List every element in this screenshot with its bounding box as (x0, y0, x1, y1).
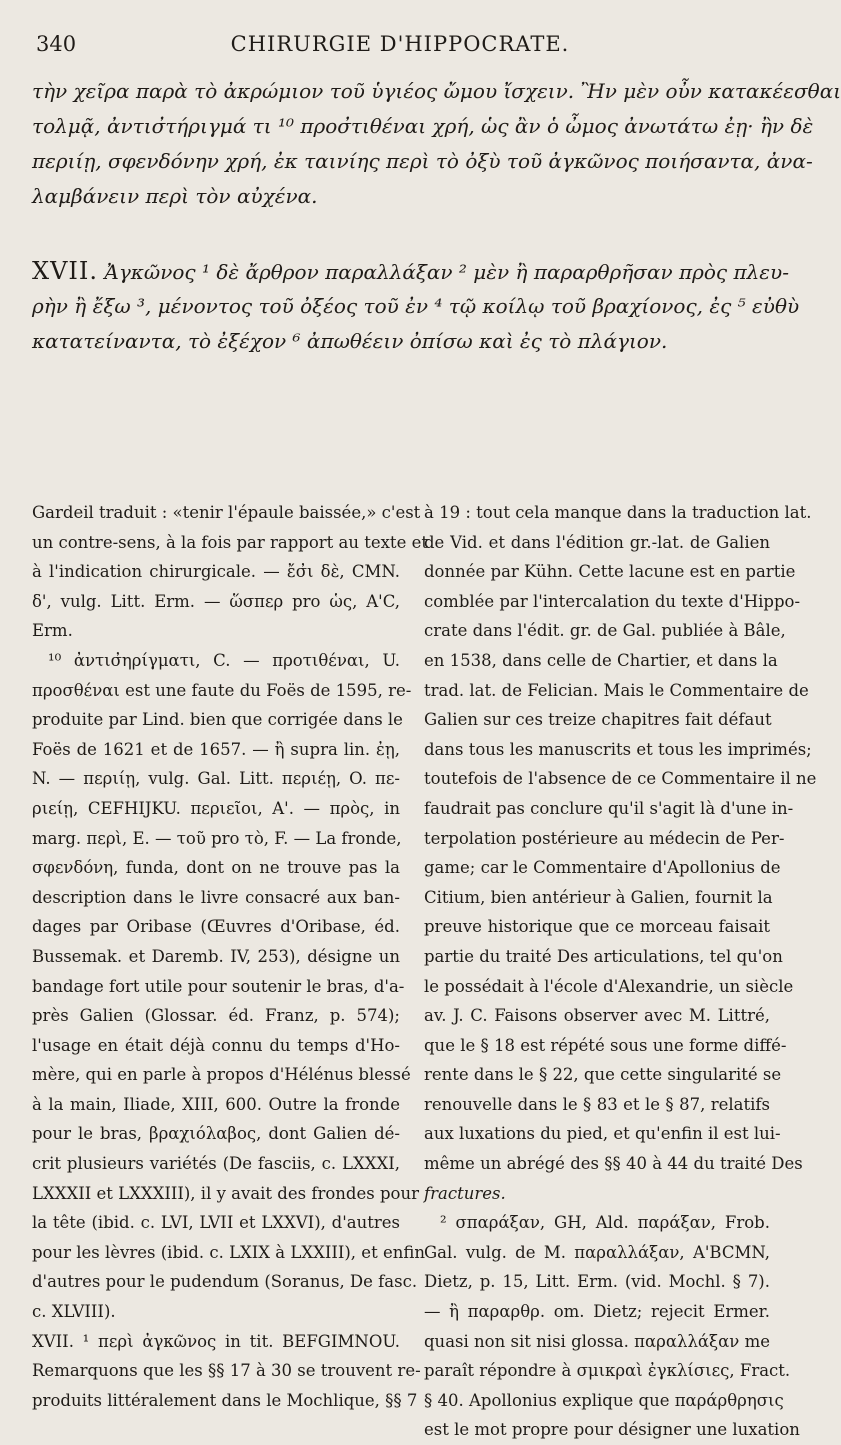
footnotes-right-column (424, 498, 817, 1445)
note-line: Dietz, p. 15, Litt. Erm. (vid. Mochl. § 7). (424, 1272, 770, 1292)
note-line: aux luxations du pied, et qu'enfin il est lui- (424, 1124, 781, 1144)
note-line: description dans le livre consacré aux ban- (32, 887, 400, 907)
greek-text-paragraph-1 (32, 74, 841, 214)
note-line: Bussemak. et Daremb. IV, 253), désigne un (32, 946, 400, 966)
note-line: Gardeil traduit : «tenir l'épaule baissée,» c'est (32, 503, 421, 522)
note-line: Foës de 1621 et de 1657. — ἢ supra lin. ἐῃ, (32, 739, 400, 759)
greek-line: κατατείναντα, τὸ ἐξέχον ⁶ ἀπωθέειν ὀπίσω καὶ ἐς τὸ πλάγιον. (32, 329, 668, 353)
note-line: Gal. vulg. de M. παραλλάξαν, A'BCMN, (424, 1242, 770, 1262)
note-line: produite par Lind. bien que corrigée dans le (32, 710, 403, 730)
note-line: mère, qui en parle à propos d'Hélénus blessé (32, 1065, 411, 1085)
note-line: pour les lèvres (ibid. c. LXIX à LXXIII), et enfin (32, 1242, 425, 1262)
note-line: faudrait pas conclure qu'il s'agit là d'une in- (424, 798, 794, 818)
note-line: δ', vulg. Litt. Erm. — ὥσπερ pro ὡς, A'C, (32, 591, 400, 611)
note-line: dans tous les manuscrits et tous les imprimés; (424, 739, 812, 759)
footnotes-left-column (32, 498, 428, 1415)
note-line: près Galien (Glossar. éd. Franz, p. 574); (32, 1006, 400, 1026)
note-line: Remarquons que les §§ 17 à 30 se trouvent re- (32, 1361, 421, 1381)
note-line: de Vid. et dans l'édition gr.-lat. de Galien (424, 532, 770, 552)
section-label: XVII. (32, 257, 99, 285)
note-line: l'usage en était déjà connu du temps d'Ho- (32, 1035, 400, 1055)
note-line: un contre-sens, à la fois par rapport au texte et (32, 532, 428, 552)
note-line: donnée par Kühn. Cette lacune est en partie (424, 562, 796, 582)
note-line: LXXXII et LXXXIII), il y avait des frondes pour (32, 1183, 419, 1203)
note-line: comblée par l'intercalation du texte d'Hippo- (424, 591, 801, 611)
greek-line: λαμβάνειν περὶ τὸν αὐχένα. (32, 184, 318, 208)
greek-text-paragraph-2 (32, 254, 800, 359)
note-line: Citium, bien antérieur à Galien, fournit la (424, 887, 773, 907)
note-line: N. — περιίῃ, vulg. Gal. Litt. περιέῃ, O. πε- (32, 769, 400, 789)
note-line: Galien sur ces treize chapitres fait défaut (424, 710, 772, 730)
note-line: même un abrégé des §§ 40 à 44 du traité Des (424, 1154, 803, 1174)
note-line: paraît répondre à σμικραὶ ἐγκλίσιες, Fract. (424, 1361, 791, 1381)
greek-line (32, 254, 789, 289)
note-line: renouvelle dans le § 83 et le § 87, relatifs (424, 1094, 770, 1114)
note-line: XVII. ¹ περὶ ἀγκῶνος in tit. BEFGIMNOU. (32, 1331, 400, 1351)
page-number: 340 (36, 32, 77, 56)
note-line: ¹⁰ ἀντισ̓ηρίγματι, C. — προτιθέναι, U. (48, 650, 400, 670)
note-line: game; car le Commentaire d'Apollonius de (424, 858, 781, 878)
note-line: partie du traité Des articulations, tel qu'on (424, 946, 783, 966)
note-line: ριείῃ, CEFHIJKU. περιεῖοι, A'. — πρὸς, in (32, 798, 400, 818)
note-line: produits littéralement dans le Mochlique, §§ 7 (32, 1390, 418, 1410)
note-line: preuve historique que ce morceau faisait (424, 917, 770, 937)
note-line: la tête (ibid. c. LVI, LVII et LXXVI), d'autres (32, 1213, 400, 1233)
note-line: § 40. Apollonius explique que παράρθρησις (424, 1390, 784, 1410)
note-line: — ἢ παραρθρ. om. Dietz; rejecit Ermer. (424, 1302, 770, 1322)
note-line: le possédait à l'école d'Alexandrie, un siècle (424, 976, 794, 996)
note-line: toutefois de l'absence de ce Commentaire il ne (424, 769, 817, 789)
note-line: en 1538, dans celle de Chartier, et dans la (424, 650, 778, 670)
greek-line: περιίῃ, σφενδόνην χρή, ἐκ ταινίης περὶ τὸ ὀξὺ τοῦ ἀγκῶνος ποιήσαντα, ἀνα- (32, 149, 813, 173)
page-header (32, 30, 768, 60)
note-line: rente dans le § 22, que cette singularité se (424, 1065, 782, 1085)
greek-line: ρὴν ἢ ἔξω ³, μένοντος τοῦ ὀξέος τοῦ ἐν ⁴ τῷ κοίλῳ τοῦ βραχίονος, ἐς ⁵ εὐθὺ (32, 294, 800, 318)
note-line: προσθέναι est une faute du Foës de 1595, re- (32, 680, 412, 700)
note-line: terpolation postérieure au médecin de Per- (424, 828, 785, 848)
greek-line: τολμᾷ, ἀντισ̓τήριγμά τι ¹⁰ προσ̓τιθέναι χρή, ὡς ἂν ὁ ὦμος ἀνωτάτω ἐῃ· ἢν δὲ (32, 114, 814, 138)
note-line: pour le bras, βραχιόλαβος, dont Galien dé- (32, 1124, 400, 1144)
note-line: crit plusieurs variétés (De fasciis, c. LXXXI, (32, 1154, 400, 1174)
note-line: à la main, Iliade, XIII, 600. Outre la fronde (32, 1094, 400, 1114)
greek-line-text: Ἀγκῶνος ¹ δὲ ἄρθρον παραλλάξαν ² μὲν ἢ παραρθρῆσαν πρὸς πλευ- (104, 260, 789, 284)
note-line: trad. lat. de Felician. Mais le Commentaire de (424, 680, 809, 700)
greek-line: τὴν χεῖρα παρὰ τὸ ἀκρώμιον τοῦ ὑγιέος ὤμου ἴσχειν. Ἢν μὲν οὖν κατακέεσθαι (32, 79, 841, 103)
note-line: bandage fort utile pour soutenir le bras, d'a- (32, 976, 405, 996)
note-line: que le § 18 est répété sous une forme diffé- (424, 1035, 787, 1055)
note-line: à l'indication chirurgicale. — ἔσ̓ι δὲ, CMN. (32, 562, 400, 582)
note-line: ² σπαράξαν, GH, Ald. παράξαν, Frob. (440, 1213, 770, 1233)
note-line: crate dans l'édit. gr. de Gal. publiée à Bâle, (424, 621, 786, 641)
note-line: marg. περὶ, E. — τοῦ pro τὸ, F. — La fronde, (32, 828, 402, 848)
note-line: σφενδόνη, funda, dont on ne trouve pas la (32, 858, 400, 878)
note-line: fractures. (424, 1183, 506, 1203)
note-line: à 19 : tout cela manque dans la traduction lat. (424, 503, 812, 522)
running-head: CHIRURGIE D'HIPPOCRATE. (230, 32, 570, 56)
note-line: quasi non sit nisi glossa. παραλλάξαν me (424, 1331, 770, 1351)
note-line: d'autres pour le pudendum (Soranus, De fasc. (32, 1272, 418, 1292)
note-line: av. J. C. Faisons observer avec M. Littré, (424, 1006, 770, 1026)
note-line: Erm. (32, 621, 73, 641)
note-line: c. XLVIII). (32, 1302, 116, 1322)
note-line: est le mot propre pour désigner une luxation (424, 1420, 800, 1440)
note-line: dages par Oribase (Œuvres d'Oribase, éd. (32, 917, 400, 937)
